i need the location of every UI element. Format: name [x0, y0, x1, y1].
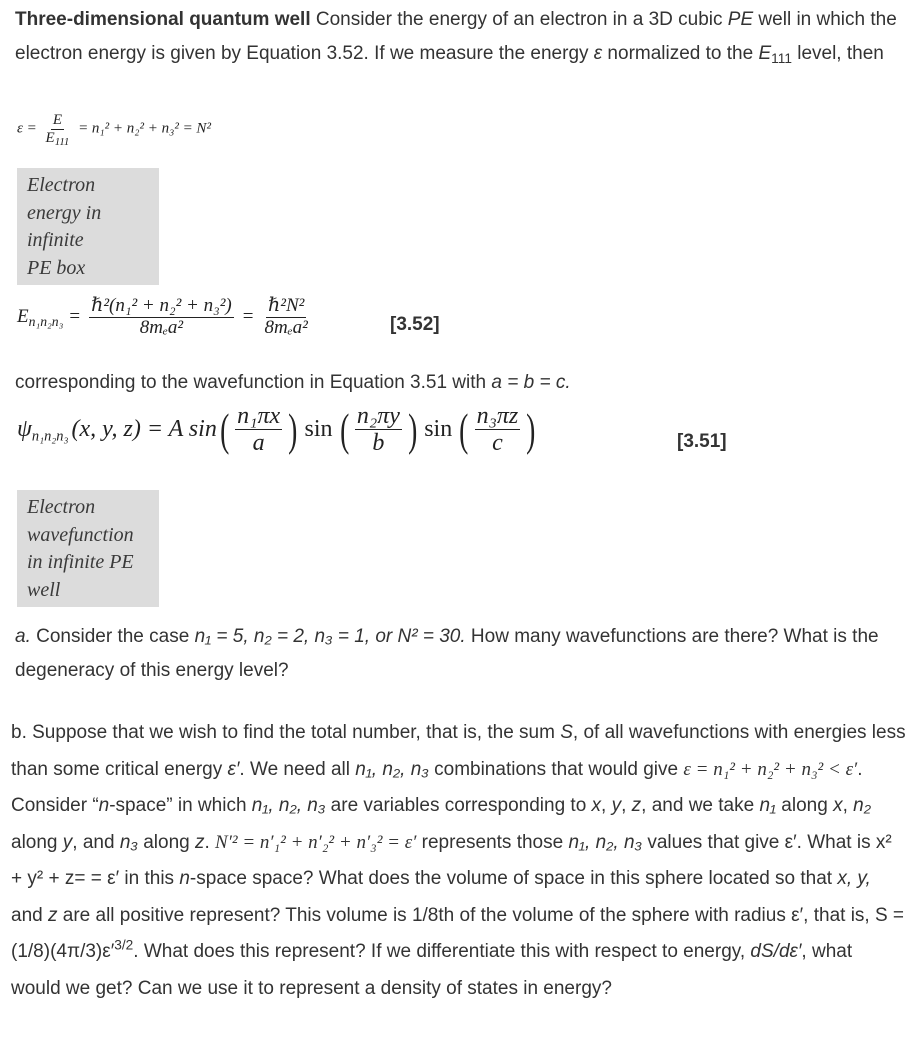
equation-ref-3-51: [3.51]: [677, 431, 727, 452]
equation-ref-3-52: [3.52]: [390, 314, 440, 335]
question-part-b: b. Suppose that we wish to find the total number, that is, the sum S, of all wavefunctions with energies less than some critical energy ε′. We need all n₁, n₂, n₃ combinations that would give ε = n₁² + n₂² + n₃² < ε′. Consider “n-space” in which n₁, n₂, n₃ are variables corresponding to x, y, z, and we take n₁ along x, n₂ along y, and n₃ along z. N′² = n′₁² + n′₂² + n′₃² = ε′ represents those n₁, n₂, n₃ values that give ε′. What is x² + y² + z= = ε′ in this n-space space? What does the volume of space in this sphere located so that x, y, and z are all positive represent? This volume is 1/8th of the volume of the sphere with radius ε′, that is, $S = (1/8)(4\pi/3)\varepsilon'^{3/2}$. What does this represent? If we differentiate this with respect to energy, dS/dε′, what would we get? Can we use it to represent a density of states in energy?: [11, 722, 906, 999]
question-part-a: a. Consider the case n₁ = 5, n₂ = 2, n₃ = 1, or N² = 30. How many wavefunctions are there? What is the degeneracy of this energy level?: [15, 626, 879, 681]
equation-normalized-energy: ε = $\frac{E}{E_{111}}$ = n₁² + n₂² + n₃² = N²: [17, 112, 211, 148]
intro-paragraph: Three-dimensional quantum well Consider the energy of an electron in a 3D cubic PE well in which the electron energy is given by Equation 3.52. If we measure the energy ε normalized to the $E_{111}$ level, then: [15, 9, 897, 66]
equation-3-52: $E_{n_1n_2n_3}$ = $\frac{\text{ℏ²(n₁² + n₂² + n₃²)}}{\text{8mₑa²}}$ = $\frac{\text{ℏ²N²}}{\text{8mₑa²}}$: [17, 295, 308, 338]
corresponding-line: corresponding to the wavefunction in Equation 3.51 with a = b = c.: [15, 372, 571, 393]
section-heading: Three-dimensional quantum well: [15, 9, 311, 30]
sidebar-note-wavefunction: Electron wavefunction in infinite PE well: [17, 490, 159, 607]
sidebar-note-energy: Electron energy in infinite PE box: [17, 168, 159, 285]
equation-3-51: $\psi_{n_1n_2n_3}$ (x, y, z) = A sin ( $\frac{\text{n₁πx}}{a}$ ) sin ( $\frac{\text{n₂πy}}{b}$ ) sin ( $\frac{\text{n₃πz}}{c}$ ): [17, 403, 536, 457]
